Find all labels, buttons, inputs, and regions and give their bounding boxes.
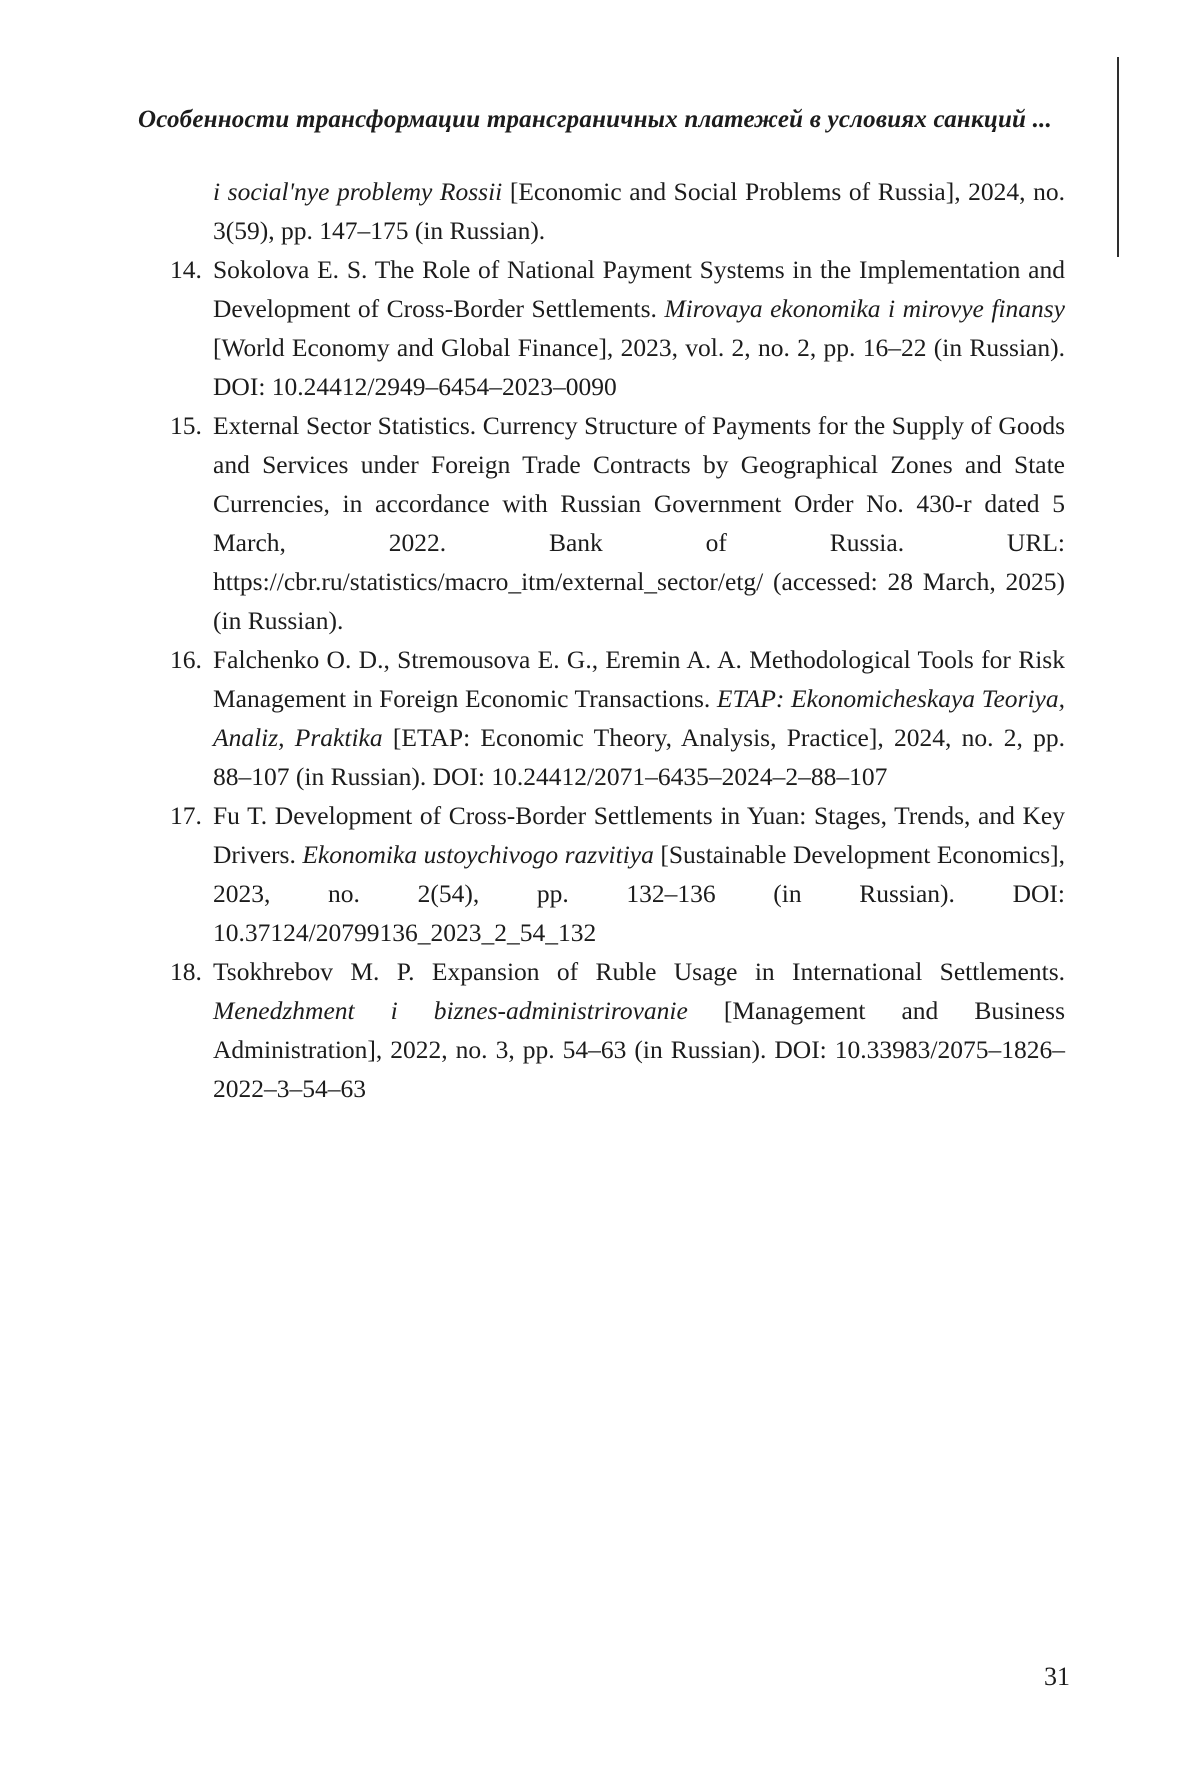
reference-text: Fu T. Development of Cross-Border Settlements in Yuan: Stages, Trends, and Key Drivers. Ekonomika ustoychivogo razvitiya [Sustainable Development Economics], 2023, no. 2(54), pp. 132–136 (in Russian). DOI: 10.37124/20799136_2023_2_54_132	[213, 801, 1065, 947]
reference-entry	[170, 796, 1065, 952]
reference-number: 16.	[170, 645, 202, 674]
reference-number: 15.	[170, 411, 202, 440]
page-number: 31	[1044, 1662, 1070, 1691]
reference-entry	[170, 640, 1065, 796]
reference-text: Falchenko O. D., Stremousova E. G., Eremin A. A. Methodological Tools for Risk Management in Foreign Economic Transactions. ETAP: Ekonomicheskaya Teoriya, Analiz, Praktika [ETAP: Economic Theory, Analysis, Practice], 2024, no. 2, pp. 88–107 (in Russian). DOI: 10.24412/2071–6435–2024–2–88–107	[213, 645, 1065, 791]
reference-text: Tsokhrebov M. P. Expansion of Ruble Usage in International Settlements. Menedzhment i biznes-administrirovanie [Management and Business Administration], 2022, no. 3, pp. 54–63 (in Russian). DOI: 10.33983/2075–1826–2022–3–54–63	[213, 957, 1066, 1103]
reference-text: i social'nye problemy Rossii [Economic and Social Problems of Russia], 2024, no. 3(59), pp. 147–175 (in Russian).	[213, 177, 1065, 245]
reference-text: External Sector Statistics. Currency Structure of Payments for the Supply of Goods and Services under Foreign Trade Contracts by Geographical Zones and State Currencies, in accordance with Russian Government Order No. 430-r dated 5 March, 2022. Bank of Russia. URL: https://cbr.ru/statistics/macro_itm/external_sector/etg/ (accessed: 28 March, 2025) (in Russian).	[213, 411, 1065, 635]
running-head: Особенности трансформации трансграничных платежей в условиях санкций ...	[138, 106, 1052, 133]
reference-entry	[170, 952, 1065, 1108]
reference-number: 14.	[170, 255, 202, 284]
reference-number: 17.	[170, 801, 202, 830]
references-list	[170, 172, 1065, 1108]
reference-number: 18.	[170, 957, 202, 986]
reference-entry	[170, 172, 1065, 250]
reference-entry	[170, 406, 1065, 640]
reference-entry	[170, 250, 1065, 406]
right-margin-rule	[1117, 57, 1119, 257]
reference-text: Sokolova E. S. The Role of National Payment Systems in the Implementation and Development of Cross-Border Settlements. Mirovaya ekonomika i mirovye finansy [World Economy and Global Finance], 2023, vol. 2, no. 2, pp. 16–22 (in Russian). DOI: 10.24412/2949–6454–2023–0090	[213, 255, 1066, 401]
